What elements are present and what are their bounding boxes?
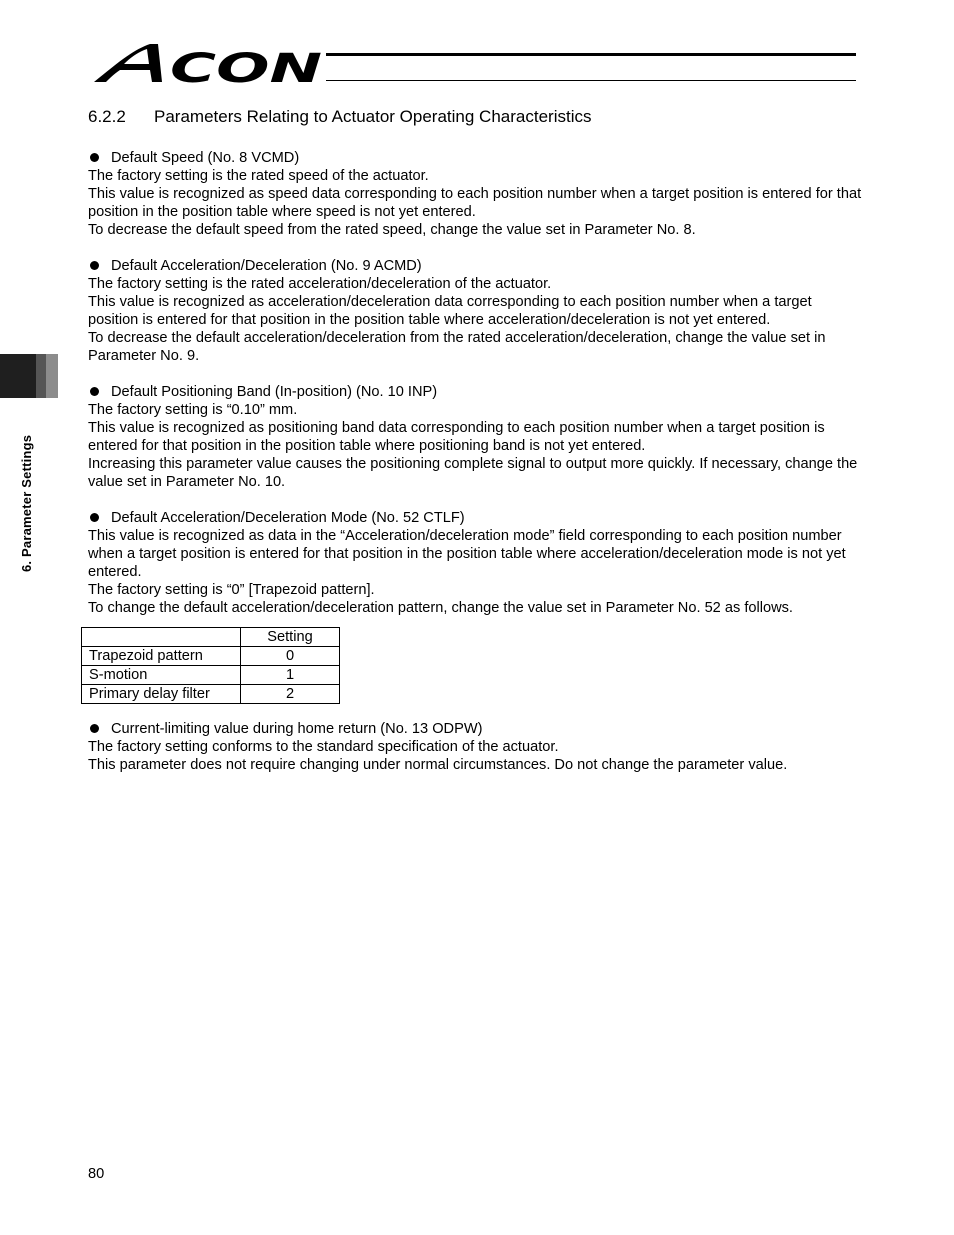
bullet-icon xyxy=(90,387,99,396)
paragraph: This value is recognized as positioning band data corresponding to each position number when a target position is entered for that position in the position table where positioning band is not yet entered. xyxy=(88,420,825,454)
paragraph: The factory setting conforms to the standard specification of the actuator. xyxy=(88,739,559,755)
table-row xyxy=(82,685,340,704)
section-heading xyxy=(88,107,591,127)
section-title: Parameters Relating to Actuator Operating Characteristics xyxy=(154,107,592,126)
bullet-icon xyxy=(90,513,99,522)
parameter-section xyxy=(88,383,864,491)
bullet-item: Default Speed (No. 8 VCMD) xyxy=(88,149,864,167)
bullet-icon xyxy=(90,261,99,270)
header-rule-thin xyxy=(326,80,856,81)
paragraph: This value is recognized as acceleration/deceleration data corresponding to each position number when a target position is entered for that position in the position table where acceleration/deceleration is not yet entered. xyxy=(88,294,812,328)
paragraph: The factory setting is “0.10” mm. xyxy=(88,402,298,418)
table-cell: Trapezoid pattern xyxy=(82,647,241,666)
paragraph: The factory setting is “0” [Trapezoid pattern]. xyxy=(88,582,375,598)
table-header-row xyxy=(82,628,340,647)
parameter-section xyxy=(88,509,864,617)
table-cell: Primary delay filter xyxy=(82,685,241,704)
header-rule-thick xyxy=(326,53,856,56)
settings-table xyxy=(81,627,340,704)
section-number: 6.2.2 xyxy=(88,107,126,126)
table-cell: 1 xyxy=(241,666,340,685)
bullet-icon xyxy=(90,724,99,733)
parameter-section xyxy=(88,149,864,239)
bullet-icon xyxy=(90,153,99,162)
table-cell: 2 xyxy=(241,685,340,704)
bullet-item: Current-limiting value during home return (No. 13 ODPW) xyxy=(88,720,864,738)
paragraph: This value is recognized as data in the “Acceleration/deceleration mode” field corresponding to each position number when a target position is entered for that position in the position table where acceleration/deceleration mode is not yet entered. xyxy=(88,528,846,580)
paragraph: To decrease the default acceleration/deceleration from the rated acceleration/deceleration, change the value set in Parameter No. 9. xyxy=(88,330,826,364)
table-header-cell: Setting xyxy=(241,628,340,647)
page-content xyxy=(88,149,864,792)
paragraph: This parameter does not require changing under normal circumstances. Do not change the parameter value. xyxy=(88,757,788,773)
chapter-label: 6. Parameter Settings xyxy=(19,434,34,572)
bullet-item: Default Acceleration/Deceleration Mode (No. 52 CTLF) xyxy=(88,509,864,527)
table-header-cell xyxy=(82,628,241,647)
paragraph: The factory setting is the rated acceleration/deceleration of the actuator. xyxy=(88,276,552,292)
table-row xyxy=(82,647,340,666)
table-cell: S-motion xyxy=(82,666,241,685)
paragraph: This value is recognized as speed data corresponding to each position number when a target position is entered for that position in the position table where speed is not yet entered. xyxy=(88,186,862,220)
parameter-section xyxy=(88,257,864,365)
paragraph: Increasing this parameter value causes the positioning complete signal to output more quickly. If necessary, change the value set in Parameter No. 10. xyxy=(88,456,858,490)
table-row xyxy=(82,666,340,685)
paragraph: To change the default acceleration/deceleration pattern, change the value set in Parameter No. 52 as follows. xyxy=(88,600,793,616)
paragraph: The factory setting is the rated speed of the actuator. xyxy=(88,168,429,184)
acon-logo xyxy=(92,40,324,86)
paragraph: To decrease the default speed from the rated speed, change the value set in Parameter No. 8. xyxy=(88,222,696,238)
svg-text:CON: CON xyxy=(170,46,322,86)
parameter-section xyxy=(88,720,864,774)
bullet-item: Default Positioning Band (In-position) (No. 10 INP) xyxy=(88,383,864,401)
table-cell: 0 xyxy=(241,647,340,666)
bullet-item: Default Acceleration/Deceleration (No. 9 ACMD) xyxy=(88,257,864,275)
page-number: 80 xyxy=(88,1166,105,1182)
